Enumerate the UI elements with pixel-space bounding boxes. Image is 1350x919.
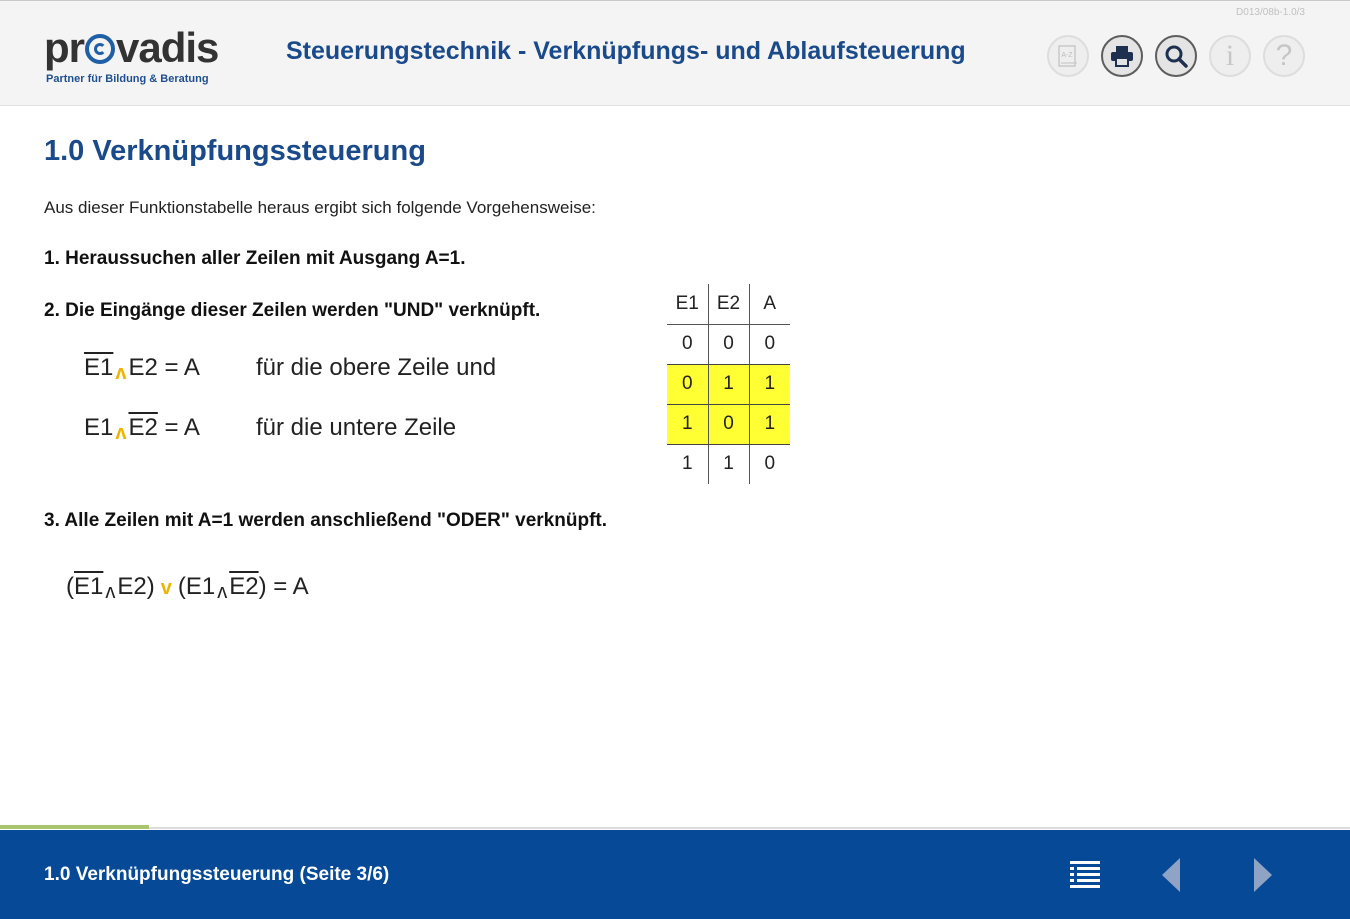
table-cell: 0 — [749, 444, 790, 484]
formula-combined — [66, 573, 309, 601]
table-row-highlighted — [667, 404, 790, 444]
table-cell: 0 — [708, 404, 749, 444]
footer-bar — [0, 830, 1350, 919]
and-operator: ʌ — [115, 362, 127, 384]
print-button[interactable] — [1101, 35, 1143, 77]
formula-lower-desc: für die untere Zeile — [256, 414, 457, 441]
table-cell: 0 — [708, 324, 749, 364]
table-cell: 1 — [681, 453, 693, 475]
var-e1-negated: E1 — [74, 573, 104, 600]
logo-text-pre: pr — [44, 24, 84, 71]
step-3: 3. Alle Zeilen mit A=1 werden anschließend "ODER" verknüpft. — [44, 510, 607, 531]
truth-table — [667, 284, 790, 484]
header-a: A — [749, 284, 790, 324]
help-icon: ? — [1275, 39, 1293, 72]
paren-open: ( — [66, 573, 74, 600]
and-operator: ʌ — [217, 581, 228, 603]
and-operator: ʌ — [105, 581, 116, 603]
table-cell: 0 — [667, 364, 708, 404]
var-e2: E2 — [128, 354, 158, 381]
svg-text:A-Z: A-Z — [1061, 52, 1073, 59]
glossary-icon — [1057, 44, 1079, 68]
header-e2: E2 — [708, 284, 749, 324]
logo-swirl-icon — [85, 34, 115, 64]
menu-button[interactable] — [1062, 852, 1108, 898]
search-button[interactable] — [1155, 35, 1197, 77]
var-e1: E1 — [185, 573, 216, 600]
var-e2: E2 — [117, 573, 147, 600]
var-e2-negated: E2 — [128, 414, 158, 441]
menu-icon — [1068, 859, 1102, 891]
table-cell: 0 — [681, 333, 693, 354]
prev-icon — [1160, 857, 1182, 893]
previous-page-button[interactable] — [1148, 852, 1194, 898]
page-title: 1.0 Verknüpfungssteuerung — [44, 135, 426, 167]
logo-tagline: Partner für Bildung & Beratung — [46, 73, 209, 85]
table-cell: 1 — [667, 404, 708, 444]
print-icon — [1110, 45, 1134, 67]
formula-result: = A — [266, 573, 309, 600]
next-icon — [1252, 857, 1274, 893]
progress-bar-track — [149, 827, 1350, 829]
var-e1: E1 — [84, 414, 114, 441]
table-row — [667, 444, 790, 484]
progress-bar-fill — [0, 825, 149, 829]
formula-result: = A — [157, 414, 200, 441]
table-cell: 1 — [749, 404, 790, 444]
or-operator: v — [160, 577, 172, 599]
truth-table-header — [667, 284, 790, 324]
footer-page-title: 1.0 Verknüpfungssteuerung (Seite 3/6) — [44, 864, 390, 885]
logo-text-post: vadis — [116, 24, 219, 71]
help-button[interactable] — [1263, 35, 1305, 77]
next-page-button[interactable] — [1240, 852, 1286, 898]
var-e1-negated: E1 — [84, 354, 114, 381]
table-cell: 1 — [749, 364, 790, 404]
paren-open: ( — [177, 573, 186, 600]
var-e2-negated: E2 — [229, 573, 259, 600]
paren-close: ) — [146, 573, 155, 600]
formula-lower-row — [84, 414, 200, 442]
intro-text: Aus dieser Funktionstabelle heraus ergibt sich folgende Vorgehensweise: — [44, 198, 596, 217]
table-row — [667, 324, 790, 364]
formula-upper-row — [84, 354, 200, 382]
header-e1: E1 — [667, 284, 708, 324]
table-row-highlighted — [667, 364, 790, 404]
search-icon — [1164, 44, 1188, 68]
table-cell: 0 — [749, 324, 790, 364]
table-cell: 1 — [708, 364, 749, 404]
info-button[interactable] — [1209, 35, 1251, 77]
info-icon: i — [1225, 39, 1235, 72]
and-operator: ʌ — [115, 422, 127, 444]
app-title: Steuerungstechnik - Verknüpfungs- und Ablaufsteuerung — [286, 37, 966, 65]
logo-wordmark — [44, 23, 218, 73]
step-1: 1. Heraussuchen aller Zeilen mit Ausgang A=1. — [44, 248, 466, 269]
formula-result: = A — [157, 354, 200, 381]
formula-upper-desc: für die obere Zeile und — [256, 354, 497, 381]
paren-close: ) — [258, 573, 267, 600]
table-cell: 1 — [708, 444, 749, 484]
header-bar — [0, 0, 1350, 106]
document-code: D013/08b-1.0/3 — [1236, 7, 1305, 18]
provadis-logo — [44, 23, 234, 89]
step-2: 2. Die Eingänge dieser Zeilen werden "UND" verknüpft. — [44, 300, 541, 321]
glossary-button[interactable] — [1047, 35, 1089, 77]
